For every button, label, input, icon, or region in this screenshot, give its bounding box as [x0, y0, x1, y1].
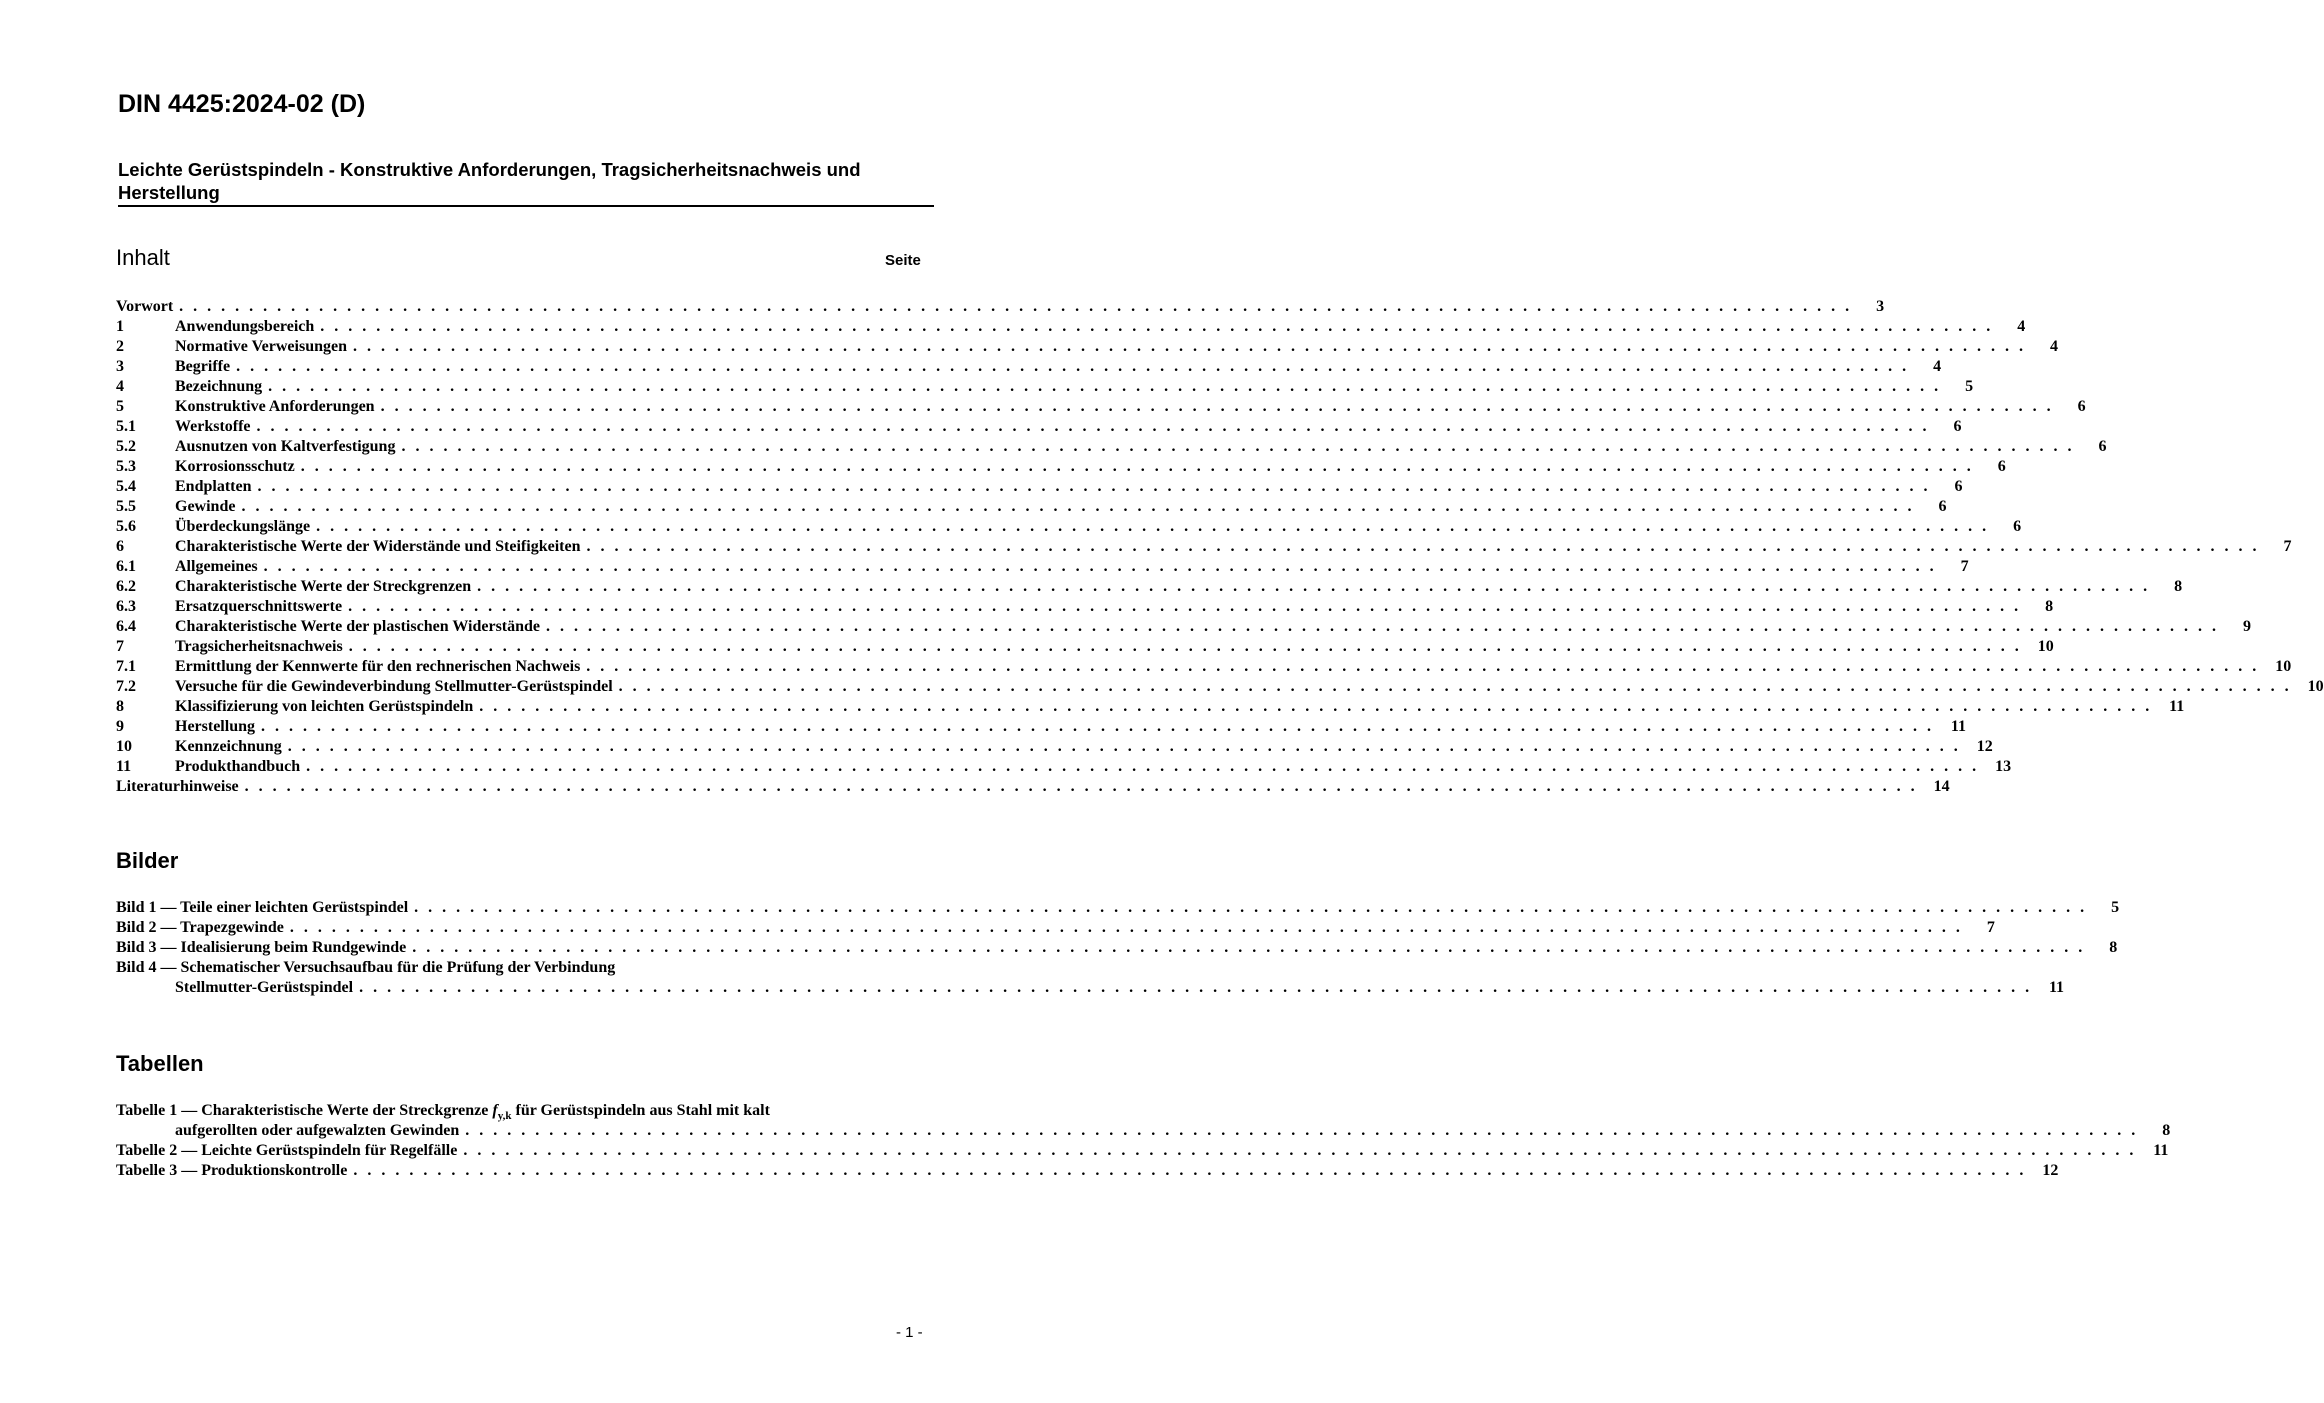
toc-entry[interactable] — [116, 297, 1885, 317]
entry-page: 8 — [2109, 939, 2118, 956]
table-entry[interactable] — [116, 1141, 2169, 1161]
figure-entry-4-page: 11 — [2048, 979, 2065, 996]
toc-entry[interactable] — [116, 617, 2252, 637]
figure-entry[interactable] — [116, 938, 2118, 958]
entry-label: Werkstoffe — [175, 418, 251, 435]
entry-label: Charakteristische Werte der Widerstände und Steifigkeiten — [175, 538, 581, 555]
toc-number: 5.5 — [116, 498, 136, 515]
toc-entry[interactable] — [116, 477, 1963, 497]
dot-leader: . . . . . . . . . . . . . . . . . . . . . . . . . . . . . . . . . . . . . . . . . . . . . . . . . . . . . . . . . . . . . . . . . . . . . . . . . . . . . . . . . . . . . . . . . . . . . . . . . . . . . . . . . . . . . . . . . . . . . . . . — [414, 899, 2088, 916]
dot-leader: . . . . . . . . . . . . . . . . . . . . . . . . . . . . . . . . . . . . . . . . . . . . . . . . . . . . . . . . . . . . . . . . . . . . . . . . . . . . . . . . . . . . . . . . . . . . . . . . . . . . . . . . . . . . . . . . . . . . . . . . — [359, 979, 2033, 996]
dot-leader: . . . . . . . . . . . . . . . . . . . . . . . . . . . . . . . . . . . . . . . . . . . . . . . . . . . . . . . . . . . . . . . . . . . . . . . . . . . . . . . . . . . . . . . . . . . . . . . . . . . . . . . . . . . . . . . . . . . . . . . . — [479, 698, 2153, 715]
entry-page: 7 — [1960, 558, 1969, 575]
toc-number: 5.6 — [116, 518, 136, 535]
entry-label: Bild 2 — Trapezgewinde — [116, 919, 284, 936]
dot-leader: . . . . . . . . . . . . . . . . . . . . . . . . . . . . . . . . . . . . . . . . . . . . . . . . . . . . . . . . . . . . . . . . . . . . . . . . . . . . . . . . . . . . . . . . . . . . . . . . . . . . . . . . . . . . . . . . . . . . . . . . — [618, 678, 2292, 695]
toc-entry[interactable] — [116, 737, 1993, 757]
document-title: Leichte Gerüstspindeln - Konstruktive Anforderungen, Tragsicherheitsnachweis und Herstellung — [118, 158, 934, 207]
toc-number: 4 — [116, 378, 124, 395]
entry-page: 7 — [2283, 538, 2292, 555]
entry-page: 14 — [1933, 778, 1950, 795]
figure-entry-4-line2: Stellmutter-Gerüstspindel — [175, 979, 354, 996]
contents-heading: Inhalt — [116, 245, 170, 270]
dot-leader: . . . . . . . . . . . . . . . . . . . . . . . . . . . . . . . . . . . . . . . . . . . . . . . . . . . . . . . . . . . . . . . . . . . . . . . . . . . . . . . . . . . . . . . . . . . . . . . . . . . . . . . . . . . . . . . . . . . . . . . . — [348, 598, 2022, 615]
dot-leader: . . . . . . . . . . . . . . . . . . . . . . . . . . . . . . . . . . . . . . . . . . . . . . . . . . . . . . . . . . . . . . . . . . . . . . . . . . . . . . . . . . . . . . . . . . . . . . . . . . . . . . . . . . . . . . . . . . . . . . . . — [300, 458, 1974, 475]
toc-entry[interactable] — [116, 377, 1974, 397]
toc-entry[interactable] — [116, 537, 2292, 557]
entry-page: 6 — [2098, 438, 2107, 455]
dot-leader: . . . . . . . . . . . . . . . . . . . . . . . . . . . . . . . . . . . . . . . . . . . . . . . . . . . . . . . . . . . . . . . . . . . . . . . . . . . . . . . . . . . . . . . . . . . . . . . . . . . . . . . . . . . . . . . . . . . . . . . . — [179, 298, 1853, 315]
dot-leader: . . . . . . . . . . . . . . . . . . . . . . . . . . . . . . . . . . . . . . . . . . . . . . . . . . . . . . . . . . . . . . . . . . . . . . . . . . . . . . . . . . . . . . . . . . . . . . . . . . . . . . . . . . . . . . . . . . . . . . . . — [586, 538, 2260, 555]
dot-leader: . . . . . . . . . . . . . . . . . . . . . . . . . . . . . . . . . . . . . . . . . . . . . . . . . . . . . . . . . . . . . . . . . . . . . . . . . . . . . . . . . . . . . . . . . . . . . . . . . . . . . . . . . . . . . . . . . . . . . . . . — [263, 558, 1937, 575]
entry-page: 5 — [1965, 378, 1974, 395]
dot-leader: . . . . . . . . . . . . . . . . . . . . . . . . . . . . . . . . . . . . . . . . . . . . . . . . . . . . . . . . . . . . . . . . . . . . . . . . . . . . . . . . . . . . . . . . . . . . . . . . . . . . . . . . . . . . . . . . . . . . . . . . — [268, 378, 1942, 395]
entry-page: 6 — [1953, 418, 1962, 435]
entry-page: 5 — [2111, 899, 2120, 916]
entry-label: Überdeckungslänge — [175, 518, 311, 535]
entry-label: Anwendungsbereich — [175, 318, 315, 335]
dot-leader: . . . . . . . . . . . . . . . . . . . . . . . . . . . . . . . . . . . . . . . . . . . . . . . . . . . . . . . . . . . . . . . . . . . . . . . . . . . . . . . . . . . . . . . . . . . . . . . . . . . . . . . . . . . . . . . . . . . . . . . . — [236, 358, 1910, 375]
entry-label: Vorwort — [116, 298, 174, 315]
entry-label: Konstruktive Anforderungen — [175, 398, 375, 415]
entry-page: 10 — [2307, 678, 2324, 695]
dot-leader: . . . . . . . . . . . . . . . . . . . . . . . . . . . . . . . . . . . . . . . . . . . . . . . . . . . . . . . . . . . . . . . . . . . . . . . . . . . . . . . . . . . . . . . . . . . . . . . . . . . . . . . . . . . . . . . . . . . . . . . . — [465, 1122, 2139, 1139]
entry-page: 6 — [2077, 398, 2086, 415]
entry-label: Gewinde — [175, 498, 236, 515]
dot-leader: . . . . . . . . . . . . . . . . . . . . . . . . . . . . . . . . . . . . . . . . . . . . . . . . . . . . . . . . . . . . . . . . . . . . . . . . . . . . . . . . . . . . . . . . . . . . . . . . . . . . . . . . . . . . . . . . . . . . . . . . — [586, 658, 2260, 675]
table-entry[interactable] — [116, 1161, 2059, 1181]
toc-number: 10 — [116, 738, 132, 755]
toc-entry[interactable] — [116, 637, 2054, 657]
table-entry-1-page: 8 — [2162, 1122, 2171, 1139]
toc-entry[interactable] — [116, 697, 2185, 717]
entry-page: 10 — [2275, 658, 2292, 675]
toc-entry[interactable] — [116, 517, 2022, 537]
toc-number: 5.3 — [116, 458, 136, 475]
dot-leader: . . . . . . . . . . . . . . . . . . . . . . . . . . . . . . . . . . . . . . . . . . . . . . . . . . . . . . . . . . . . . . . . . . . . . . . . . . . . . . . . . . . . . . . . . . . . . . . . . . . . . . . . . . . . . . . . . . . . . . . . — [401, 438, 2075, 455]
dot-leader: . . . . . . . . . . . . . . . . . . . . . . . . . . . . . . . . . . . . . . . . . . . . . . . . . . . . . . . . . . . . . . . . . . . . . . . . . . . . . . . . . . . . . . . . . . . . . . . . . . . . . . . . . . . . . . . . . . . . . . . . — [380, 398, 2054, 415]
toc-entry[interactable] — [116, 717, 1966, 737]
toc-number: 5.2 — [116, 438, 136, 455]
entry-page: 4 — [2049, 338, 2058, 355]
entry-label: Allgemeines — [175, 558, 258, 575]
dot-leader: . . . . . . . . . . . . . . . . . . . . . . . . . . . . . . . . . . . . . . . . . . . . . . . . . . . . . . . . . . . . . . . . . . . . . . . . . . . . . . . . . . . . . . . . . . . . . . . . . . . . . . . . . . . . . . . . . . . . . . . . — [320, 318, 1994, 335]
table-entry-1-text-b: für Gerüstspindeln aus Stahl mit kalt — [511, 1102, 770, 1119]
dot-leader: . . . . . . . . . . . . . . . . . . . . . . . . . . . . . . . . . . . . . . . . . . . . . . . . . . . . . . . . . . . . . . . . . . . . . . . . . . . . . . . . . . . . . . . . . . . . . . . . . . . . . . . . . . . . . . . . . . . . . . . . — [353, 1162, 2027, 1179]
entry-label: Herstellung — [175, 718, 255, 735]
table-entry-1-text-a: Tabelle 1 — Charakteristische Werte der Streckgrenze — [116, 1102, 493, 1119]
table-entry-1[interactable] — [116, 1121, 2171, 1141]
toc-number: 11 — [116, 758, 132, 775]
entry-label: Kennzeichnung — [175, 738, 282, 755]
toc-entry[interactable] — [116, 457, 2006, 477]
entry-label: Ermittlung der Kennwerte für den rechnerischen Nachweis — [175, 658, 581, 675]
dot-leader: . . . . . . . . . . . . . . . . . . . . . . . . . . . . . . . . . . . . . . . . . . . . . . . . . . . . . . . . . . . . . . . . . . . . . . . . . . . . . . . . . . . . . . . . . . . . . . . . . . . . . . . . . . . . . . . . . . . . . . . . — [261, 718, 1934, 735]
toc-entry[interactable] — [116, 397, 2086, 417]
dot-leader: . . . . . . . . . . . . . . . . . . . . . . . . . . . . . . . . . . . . . . . . . . . . . . . . . . . . . . . . . . . . . . . . . . . . . . . . . . . . . . . . . . . . . . . . . . . . . . . . . . . . . . . . . . . . . . . . . . . . . . . . — [477, 578, 2151, 595]
table-entry-1-line2: aufgerollten oder aufgewalzten Gewinden — [175, 1122, 460, 1139]
entry-page: 12 — [1976, 738, 1993, 755]
toc-number: 7 — [116, 638, 124, 655]
toc-entry[interactable] — [116, 657, 2292, 677]
table-entry-1-line1 — [116, 1101, 929, 1121]
figure-entry-4[interactable] — [116, 978, 2065, 998]
dot-leader: . . . . . . . . . . . . . . . . . . . . . . . . . . . . . . . . . . . . . . . . . . . . . . . . . . . . . . . . . . . . . . . . . . . . . . . . . . . . . . . . . . . . . . . . . . . . . . . . . . . . . . . . . . . . . . . . . . . . . . . . — [546, 618, 2220, 635]
entry-label: Versuche für die Gewindeverbindung Stellmutter-Gerüstspindel — [175, 678, 613, 695]
entry-label: Charakteristische Werte der Streckgrenzen — [175, 578, 472, 595]
toc-number: 1 — [116, 318, 124, 335]
toc-number: 6.4 — [116, 618, 136, 635]
dot-leader: . . . . . . . . . . . . . . . . . . . . . . . . . . . . . . . . . . . . . . . . . . . . . . . . . . . . . . . . . . . . . . . . . . . . . . . . . . . . . . . . . . . . . . . . . . . . . . . . . . . . . . . . . . . . . . . . . . . . . . . . — [256, 418, 1930, 435]
yield-strength-subscript: y,k — [497, 1110, 512, 1123]
dot-leader: . . . . . . . . . . . . . . . . . . . . . . . . . . . . . . . . . . . . . . . . . . . . . . . . . . . . . . . . . . . . . . . . . . . . . . . . . . . . . . . . . . . . . . . . . . . . . . . . . . . . . . . . . . . . . . . . . . . . . . . . — [289, 919, 1963, 936]
figure-entry[interactable] — [116, 898, 2120, 918]
entry-label: Tabelle 3 — Produktionskontrolle — [116, 1162, 348, 1179]
figure-entry-4-line1: Bild 4 — Schematischer Versuchsaufbau für die Prüfung der Verbindung — [116, 959, 616, 976]
entry-label: Ersatzquerschnittswerte — [175, 598, 343, 615]
dot-leader: . . . . . . . . . . . . . . . . . . . . . . . . . . . . . . . . . . . . . . . . . . . . . . . . . . . . . . . . . . . . . . . . . . . . . . . . . . . . . . . . . . . . . . . . . . . . . . . . . . . . . . . . . . . . . . . . . . . . . . . . — [463, 1142, 2137, 1159]
toc-number: 7.1 — [116, 658, 136, 675]
dot-leader: . . . . . . . . . . . . . . . . . . . . . . . . . . . . . . . . . . . . . . . . . . . . . . . . . . . . . . . . . . . . . . . . . . . . . . . . . . . . . . . . . . . . . . . . . . . . . . . . . . . . . . . . . . . . . . . . . . . . . . . . — [241, 498, 1915, 515]
entry-label: Normative Verweisungen — [175, 338, 347, 355]
entry-label: Produkthandbuch — [175, 758, 301, 775]
dot-leader: . . . . . . . . . . . . . . . . . . . . . . . . . . . . . . . . . . . . . . . . . . . . . . . . . . . . . . . . . . . . . . . . . . . . . . . . . . . . . . . . . . . . . . . . . . . . . . . . . . . . . . . . . . . . . . . . . . . . . . . . — [244, 778, 1918, 795]
toc-number: 2 — [116, 338, 124, 355]
toc-entry[interactable] — [116, 317, 2026, 337]
toc-number: 5 — [116, 398, 124, 415]
page-column-heading: Seite — [885, 252, 921, 269]
entry-page: 11 — [2153, 1142, 2169, 1159]
toc-number: 5.1 — [116, 418, 136, 435]
entry-page: 6 — [1938, 498, 1947, 515]
tables-heading: Tabellen — [116, 1051, 204, 1076]
page-number: - 1 - — [896, 1324, 923, 1341]
toc-number: 7.2 — [116, 678, 136, 695]
document-id: DIN 4425:2024-02 (D) — [118, 90, 366, 118]
toc-entry[interactable] — [116, 677, 2324, 697]
dot-leader: . . . . . . . . . . . . . . . . . . . . . . . . . . . . . . . . . . . . . . . . . . . . . . . . . . . . . . . . . . . . . . . . . . . . . . . . . . . . . . . . . . . . . . . . . . . . . . . . . . . . . . . . . . . . . . . . . . . . . . . . — [412, 939, 2086, 956]
table-of-contents — [116, 297, 2324, 797]
entry-page: 3 — [1876, 298, 1885, 315]
dot-leader: . . . . . . . . . . . . . . . . . . . . . . . . . . . . . . . . . . . . . . . . . . . . . . . . . . . . . . . . . . . . . . . . . . . . . . . . . . . . . . . . . . . . . . . . . . . . . . . . . . . . . . . . . . . . . . . . . . . . . . . . — [352, 338, 2026, 355]
yield-strength-symbol: f — [492, 1102, 498, 1119]
toc-number: 5.4 — [116, 478, 136, 495]
entry-label: Endplatten — [175, 478, 252, 495]
entry-page: 7 — [1986, 919, 1995, 936]
list-of-tables — [116, 1101, 2171, 1181]
toc-number: 3 — [116, 358, 124, 375]
entry-page: 6 — [2013, 518, 2022, 535]
entry-page: 8 — [2174, 578, 2183, 595]
entry-label: Ausnutzen von Kaltverfestigung — [175, 438, 396, 455]
list-of-figures — [116, 898, 2120, 998]
toc-number: 9 — [116, 718, 124, 735]
toc-entry[interactable] — [116, 557, 1969, 577]
toc-number: 6 — [116, 538, 124, 555]
toc-entry[interactable] — [116, 577, 2183, 597]
toc-entry[interactable] — [116, 437, 2107, 457]
entry-page: 6 — [1997, 458, 2006, 475]
entry-page: 11 — [1950, 718, 1966, 735]
toc-entry[interactable] — [116, 597, 2054, 617]
figure-entry[interactable] — [116, 918, 1995, 938]
entry-label: Charakteristische Werte der plastischen Widerstände — [175, 618, 541, 635]
toc-entry[interactable] — [116, 497, 1947, 517]
figures-heading: Bilder — [116, 848, 179, 873]
entry-page: 9 — [2243, 618, 2252, 635]
dot-leader: . . . . . . . . . . . . . . . . . . . . . . . . . . . . . . . . . . . . . . . . . . . . . . . . . . . . . . . . . . . . . . . . . . . . . . . . . . . . . . . . . . . . . . . . . . . . . . . . . . . . . . . . . . . . . . . . . . . . . . . . — [316, 518, 1990, 535]
entry-page: 8 — [2045, 598, 2054, 615]
dot-leader: . . . . . . . . . . . . . . . . . . . . . . . . . . . . . . . . . . . . . . . . . . . . . . . . . . . . . . . . . . . . . . . . . . . . . . . . . . . . . . . . . . . . . . . . . . . . . . . . . . . . . . . . . . . . . . . . . . . . . . . . — [306, 758, 1980, 775]
entry-page: 4 — [1933, 358, 1942, 375]
entry-label: Bezeichnung — [175, 378, 263, 395]
entry-label: Literaturhinweise — [116, 778, 239, 795]
toc-number: 8 — [116, 698, 124, 715]
entry-label: Klassifizierung von leichten Gerüstspindeln — [175, 698, 474, 715]
dot-leader: . . . . . . . . . . . . . . . . . . . . . . . . . . . . . . . . . . . . . . . . . . . . . . . . . . . . . . . . . . . . . . . . . . . . . . . . . . . . . . . . . . . . . . . . . . . . . . . . . . . . . . . . . . . . . . . . . . . . . . . . — [348, 638, 2022, 655]
entry-page: 13 — [1995, 758, 2012, 775]
entry-page: 12 — [2042, 1162, 2059, 1179]
dot-leader: . . . . . . . . . . . . . . . . . . . . . . . . . . . . . . . . . . . . . . . . . . . . . . . . . . . . . . . . . . . . . . . . . . . . . . . . . . . . . . . . . . . . . . . . . . . . . . . . . . . . . . . . . . . . . . . . . . . . . . . . — [257, 478, 1931, 495]
toc-number: 6.1 — [116, 558, 136, 575]
entry-page: 4 — [2017, 318, 2026, 335]
entry-page: 6 — [1954, 478, 1963, 495]
toc-number: 6.2 — [116, 578, 136, 595]
entry-label: Bild 1 — Teile einer leichten Gerüstspindel — [116, 899, 409, 916]
entry-page: 10 — [2037, 638, 2054, 655]
toc-entry[interactable] — [116, 417, 1962, 437]
toc-entry[interactable] — [116, 337, 2058, 357]
entry-label: Tragsicherheitsnachweis — [175, 638, 343, 655]
entry-label: Tabelle 2 — Leichte Gerüstspindeln für Regelfälle — [116, 1142, 458, 1159]
entry-label: Begriffe — [175, 358, 231, 375]
toc-number: 6.3 — [116, 598, 136, 615]
toc-entry[interactable] — [116, 757, 2012, 777]
entry-page: 11 — [2169, 698, 2185, 715]
toc-entry[interactable] — [116, 357, 1942, 377]
entry-label: Korrosionsschutz — [175, 458, 295, 475]
toc-entry[interactable] — [116, 777, 1950, 797]
dot-leader: . . . . . . . . . . . . . . . . . . . . . . . . . . . . . . . . . . . . . . . . . . . . . . . . . . . . . . . . . . . . . . . . . . . . . . . . . . . . . . . . . . . . . . . . . . . . . . . . . . . . . . . . . . . . . . . . . . . . . . . . — [287, 738, 1961, 755]
entry-label: Bild 3 — Idealisierung beim Rundgewinde — [116, 939, 407, 956]
